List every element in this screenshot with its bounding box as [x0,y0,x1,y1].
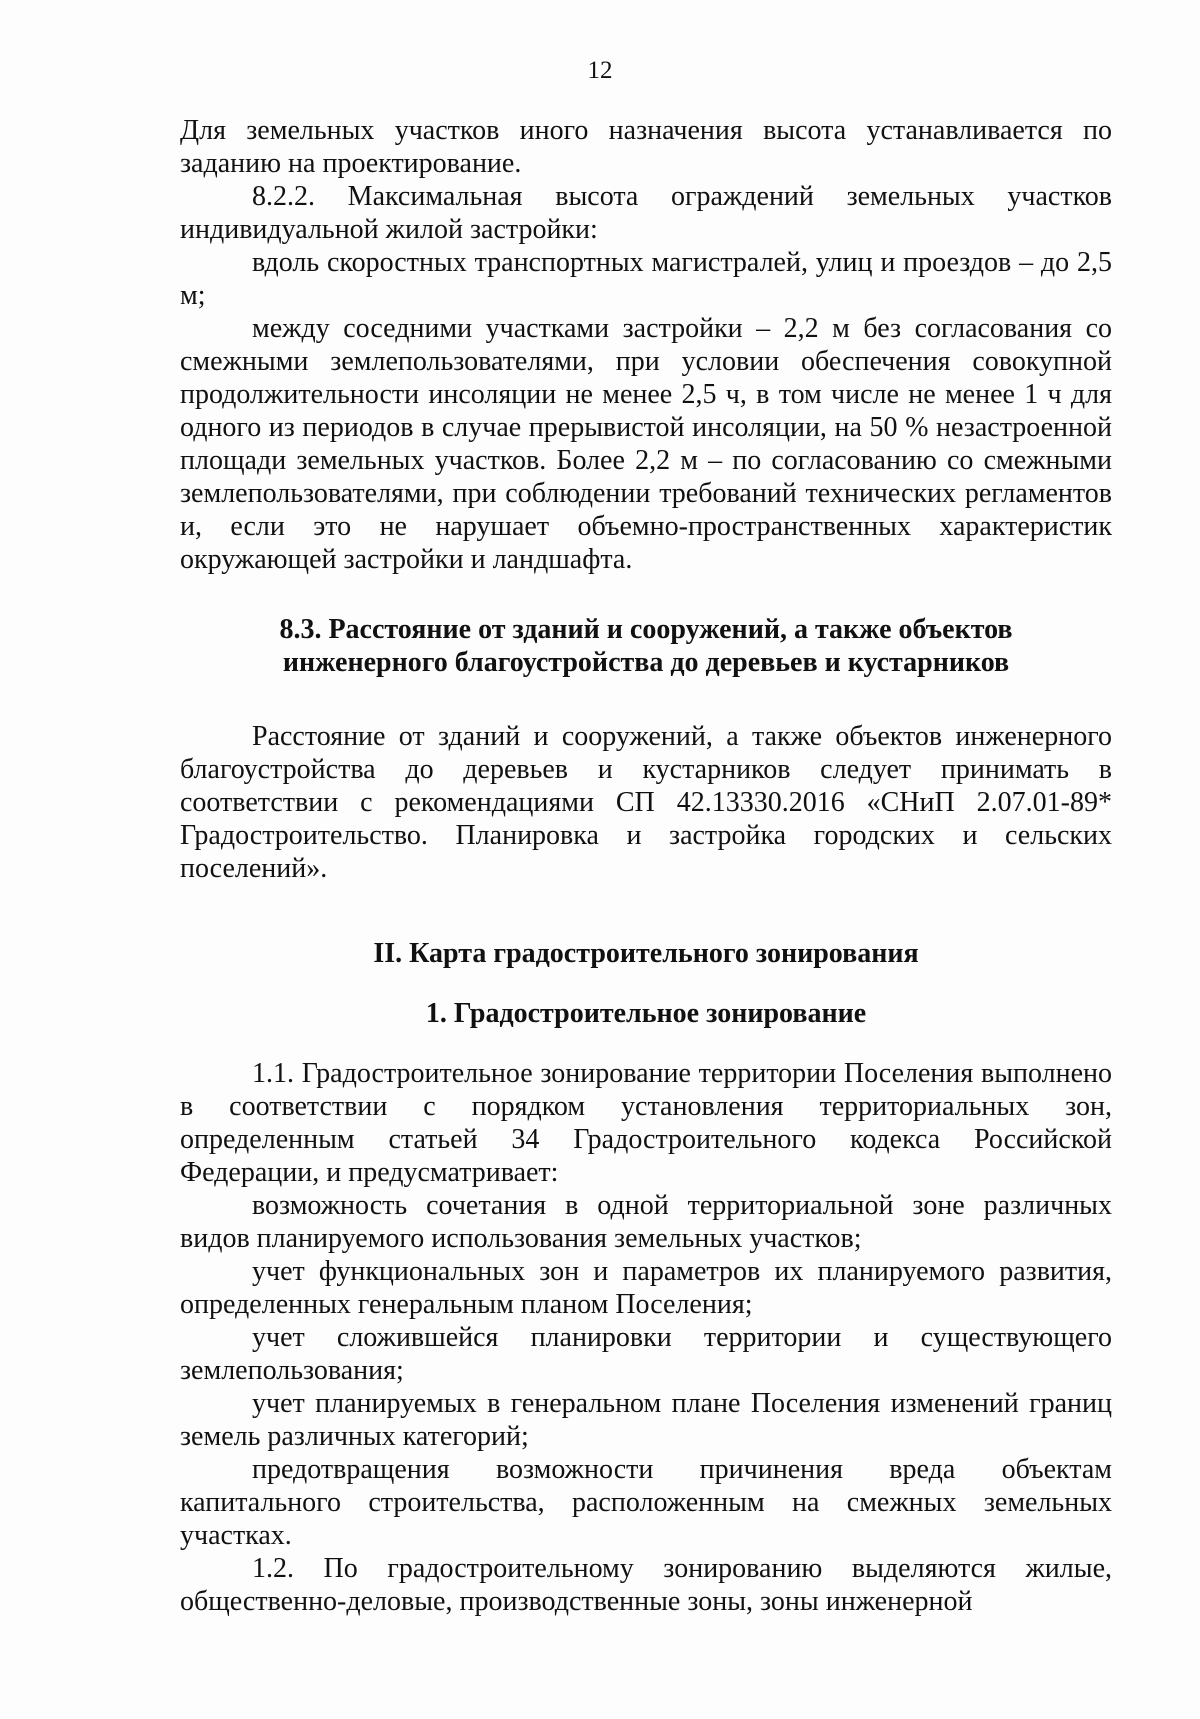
document-body [180,114,1112,1618]
paragraph-combination: возможность сочетания в одной территориальной зоне различных видов планируемого использования земельных участков; [180,1190,1112,1254]
paragraph-height-other-purpose: Для земельных участков иного назначения высота устанавливается по заданию на проектирование. [180,115,1112,179]
chapter-heading-ii: II. Карта градостроительного зонирования [373,938,919,969]
paragraph-functional-zones: учет функциональных зон и параметров их планируемого развития, определенных генеральным планом Поселения; [180,1256,1112,1320]
page-number: 12 [587,57,613,84]
section-heading-8-3 [180,613,1112,679]
paragraph-planned-changes: учет планируемых в генеральном плане Поселения изменений границ земель различных категорий; [180,1388,1112,1452]
paragraph-8-3-distance: Расстояние от зданий и сооружений, а также объектов инженерного благоустройства до деревьев и кустарников следует принимать в соответствии с рекомендациями СП 42.13330.2016 «СНиП 2.07.01-89* Градостроительство. Планировка и застройка городских и сельских поселений». [180,721,1112,884]
paragraph-1-1: 1.1. Градостроительное зонирование территории Поселения выполнено в соответствии с порядком установления территориальных зон, определенным статьей 34 Градостроительного кодекса Российской Федерации, и предусматривает: [180,1058,1112,1188]
section-heading-8-3-line2: инженерного благоустройства до деревьев и кустарников [282,647,1010,678]
paragraph-between-plots: между соседними участками застройки – 2,2 м без согласования со смежными землепользователями, при условии обеспечения совокупной продолжительности инсоляции не менее 2,5 ч, в том числе не менее 1 ч для одного из периодов в случае прерывистой инсоляции, на 50 % незастроенной площади земельных участков. Более 2,2 м – по согласованию со смежными землепользователями, при соблюдении требований технических регламентов и, если это не нарушает объемно-пространственных характеристик окружающей застройки и ландшафта. [180,313,1112,575]
paragraph-1-2: 1.2. По градостроительному зонированию выделяются жилые, общественно-деловые, производственные зоны, зоны инженерной [180,1553,1112,1617]
paragraph-harm-prevention: предотвращения возможности причинения вреда объектам капитального строительства, расположенным на смежных земельных участках. [180,1454,1112,1551]
paragraph-existing-layout: учет сложившейся планировки территории и существующего землепользования; [180,1322,1112,1386]
paragraph-8-2-2: 8.2.2. Максимальная высота ограждений земельных участков индивидуальной жилой застройки: [180,181,1112,245]
paragraph-along-highways: вдоль скоростных транспортных магистралей, улиц и проездов – до 2,5 м; [180,247,1112,311]
section-heading-8-3-line1: 8.3. Расстояние от зданий и сооружений, а также объектов [279,614,1013,645]
section-heading-1: 1. Градостроительное зонирование [425,998,867,1029]
